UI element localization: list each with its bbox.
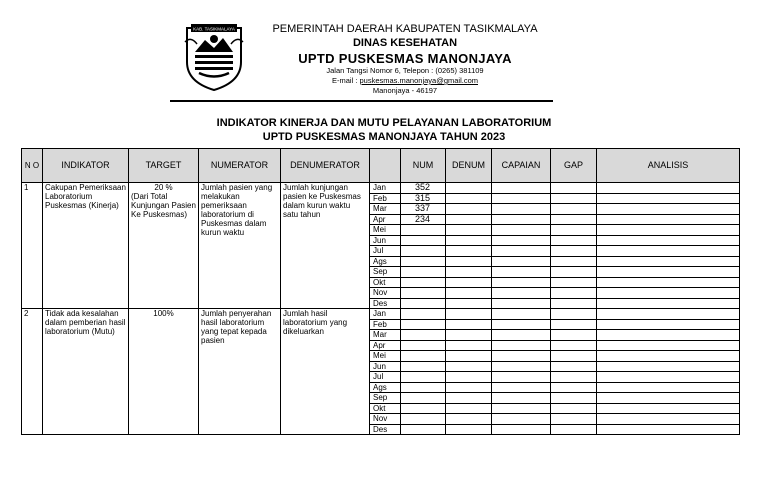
cell-analisis (597, 424, 740, 435)
cell-month: Des (370, 424, 401, 435)
cell-numerator: Jumlah penyerahan hasil laboratorium yang tepat kepada pasien (199, 309, 281, 435)
col-header-target: TARGET (129, 149, 199, 183)
kabupaten-tasikmalaya-logo (183, 22, 245, 92)
cell-gap (551, 288, 597, 299)
cell-num (401, 424, 446, 435)
cell-capaian (492, 372, 551, 383)
cell-month: Jul (370, 372, 401, 383)
target-note: (Dari Total Kunjungan Pasien Ke Puskesmas) (131, 192, 196, 219)
cell-month: Feb (370, 193, 401, 204)
cell-indikator: Tidak ada kesalahan dalam pemberian hasil laboratorium (Mutu) (43, 309, 129, 435)
table-row (22, 309, 740, 320)
cell-month: Sep (370, 267, 401, 278)
cell-denum (446, 361, 492, 372)
cell-gap (551, 193, 597, 204)
cell-gap (551, 340, 597, 351)
cell-gap (551, 235, 597, 246)
cell-denum (446, 267, 492, 278)
cell-analisis (597, 414, 740, 425)
cell-denum (446, 393, 492, 404)
cell-analisis (597, 235, 740, 246)
cell-denum (446, 183, 492, 194)
col-header-capaian: CAPAIAN (492, 149, 551, 183)
indicator-table (21, 148, 740, 435)
cell-capaian (492, 235, 551, 246)
cell-num (401, 225, 446, 236)
cell-gap (551, 382, 597, 393)
cell-num (401, 309, 446, 320)
cell-denum (446, 309, 492, 320)
header-department: DINAS KESEHATAN (352, 37, 458, 49)
cell-gap (551, 330, 597, 341)
cell-num (401, 414, 446, 425)
cell-month: Mar (370, 330, 401, 341)
cell-denum (446, 340, 492, 351)
cell-month: Des (370, 298, 401, 309)
cell-month: Mei (370, 351, 401, 362)
col-header-denum: DENUM (446, 149, 492, 183)
cell-analisis (597, 183, 740, 194)
cell-capaian (492, 393, 551, 404)
col-header-denumerator: DENUMERATOR (281, 149, 370, 183)
cell-denum (446, 319, 492, 330)
cell-capaian (492, 361, 551, 372)
cell-denum (446, 414, 492, 425)
cell-num (401, 256, 446, 267)
cell-analisis (597, 382, 740, 393)
cell-denum (446, 246, 492, 257)
cell-analisis (597, 267, 740, 278)
cell-gap (551, 361, 597, 372)
cell-gap (551, 256, 597, 267)
logo-text: KAB. TASIKMALAYA (193, 26, 235, 32)
col-header-no: N O (22, 149, 43, 183)
cell-capaian (492, 204, 551, 215)
cell-num: 315 (401, 193, 446, 204)
cell-numerator: Jumlah pasien yang melakukan pemeriksaan laboratorium di Puskesmas dalam kurun waktu (199, 183, 281, 309)
cell-month: Apr (370, 214, 401, 225)
cell-no: 2 (22, 309, 43, 435)
cell-month: Jun (370, 235, 401, 246)
cell-capaian (492, 183, 551, 194)
cell-capaian (492, 351, 551, 362)
cell-num (401, 288, 446, 299)
cell-month: Nov (370, 414, 401, 425)
cell-denum (446, 424, 492, 435)
cell-month: Mar (370, 204, 401, 215)
cell-month: Ags (370, 382, 401, 393)
cell-gap (551, 393, 597, 404)
cell-capaian (492, 214, 551, 225)
table-header-row (22, 149, 740, 183)
cell-denum (446, 256, 492, 267)
cell-month: Jun (370, 361, 401, 372)
cell-analisis (597, 330, 740, 341)
cell-analisis (597, 403, 740, 414)
header-divider (170, 100, 553, 102)
cell-capaian (492, 319, 551, 330)
document-title: INDIKATOR KINERJA DAN MUTU PELAYANAN LABORATORIUM (216, 117, 552, 129)
cell-capaian (492, 330, 551, 341)
cell-capaian (492, 298, 551, 309)
cell-analisis (597, 193, 740, 204)
header-email: E-mail : puskesmas.manonjaya@gmail.com (331, 76, 478, 85)
cell-gap (551, 403, 597, 414)
cell-analisis (597, 361, 740, 372)
cell-month: Mei (370, 225, 401, 236)
cell-denum (446, 277, 492, 288)
cell-num (401, 267, 446, 278)
cell-num (401, 298, 446, 309)
cell-denum (446, 214, 492, 225)
cell-capaian (492, 382, 551, 393)
cell-num (401, 340, 446, 351)
cell-capaian (492, 246, 551, 257)
cell-analisis (597, 214, 740, 225)
header-puskesmas: UPTD PUSKESMAS MANONJAYA (298, 51, 512, 66)
cell-num: 234 (401, 214, 446, 225)
cell-gap (551, 319, 597, 330)
cell-num (401, 319, 446, 330)
cell-num (401, 382, 446, 393)
cell-target (129, 309, 199, 435)
cell-month: Feb (370, 319, 401, 330)
cell-month: Jul (370, 246, 401, 257)
cell-denum (446, 382, 492, 393)
cell-analisis (597, 351, 740, 362)
cell-analisis (597, 393, 740, 404)
cell-num (401, 393, 446, 404)
cell-denumerator: Jumlah hasil laboratorium yang dikeluarkan (281, 309, 370, 435)
cell-analisis (597, 256, 740, 267)
cell-denum (446, 204, 492, 215)
cell-month: Apr (370, 340, 401, 351)
col-header-month (370, 149, 401, 183)
col-header-indikator: INDIKATOR (43, 149, 129, 183)
cell-capaian (492, 267, 551, 278)
cell-num (401, 277, 446, 288)
cell-analisis (597, 309, 740, 320)
cell-month: Ags (370, 256, 401, 267)
cell-denum (446, 298, 492, 309)
cell-gap (551, 277, 597, 288)
cell-capaian (492, 414, 551, 425)
header-city: Manonjaya - 46197 (372, 86, 438, 95)
cell-gap (551, 267, 597, 278)
cell-analisis (597, 288, 740, 299)
cell-gap (551, 309, 597, 320)
cell-month: Jan (370, 309, 401, 320)
cell-month: Jan (370, 183, 401, 194)
cell-denum (446, 403, 492, 414)
cell-num (401, 330, 446, 341)
cell-month: Sep (370, 393, 401, 404)
cell-gap (551, 414, 597, 425)
cell-analisis (597, 204, 740, 215)
cell-gap (551, 214, 597, 225)
target-value: 100% (153, 309, 174, 318)
cell-denum (446, 372, 492, 383)
target-value: 20 % (154, 183, 173, 192)
cell-month: Nov (370, 288, 401, 299)
cell-analisis (597, 225, 740, 236)
cell-analisis (597, 298, 740, 309)
cell-num (401, 246, 446, 257)
cell-num (401, 351, 446, 362)
cell-denumerator: Jumlah kunjungan pasien ke Puskesmas dalam kurun waktu satu tahun (281, 183, 370, 309)
cell-month: Okt (370, 403, 401, 414)
cell-num: 337 (401, 204, 446, 215)
cell-target (129, 183, 199, 309)
cell-gap (551, 351, 597, 362)
cell-denum (446, 288, 492, 299)
cell-denum (446, 235, 492, 246)
cell-capaian (492, 403, 551, 414)
cell-analisis (597, 340, 740, 351)
cell-analisis (597, 319, 740, 330)
cell-analisis (597, 246, 740, 257)
cell-gap (551, 298, 597, 309)
cell-capaian (492, 225, 551, 236)
cell-capaian (492, 288, 551, 299)
cell-gap (551, 225, 597, 236)
cell-analisis (597, 277, 740, 288)
col-header-num: NUM (401, 149, 446, 183)
cell-gap (551, 204, 597, 215)
cell-denum (446, 351, 492, 362)
cell-capaian (492, 424, 551, 435)
cell-no: 1 (22, 183, 43, 309)
cell-gap (551, 183, 597, 194)
cell-indikator: Cakupan Pemeriksaan Laboratorium Puskesmas (Kinerja) (43, 183, 129, 309)
col-header-numerator: NUMERATOR (199, 149, 281, 183)
header-address: Jalan Tangsi Nomor 6, Telepon : (0265) 381109 (326, 66, 484, 75)
header-government: PEMERINTAH DAERAH KABUPATEN TASIKMALAYA (272, 23, 538, 35)
cell-capaian (492, 309, 551, 320)
cell-denum (446, 225, 492, 236)
table-row (22, 183, 740, 194)
cell-denum (446, 330, 492, 341)
cell-denum (446, 193, 492, 204)
col-header-analisis: ANALISIS (597, 149, 740, 183)
cell-gap (551, 424, 597, 435)
cell-analisis (597, 372, 740, 383)
col-header-gap: GAP (551, 149, 597, 183)
cell-num (401, 403, 446, 414)
email-link[interactable]: puskesmas.manonjaya@gmail.com (359, 76, 478, 85)
cell-num: 352 (401, 183, 446, 194)
cell-capaian (492, 193, 551, 204)
cell-num (401, 235, 446, 246)
cell-month: Okt (370, 277, 401, 288)
cell-num (401, 361, 446, 372)
document-subtitle: UPTD PUSKESMAS MANONJAYA TAHUN 2023 (262, 131, 506, 143)
cell-capaian (492, 277, 551, 288)
cell-capaian (492, 340, 551, 351)
cell-gap (551, 372, 597, 383)
cell-capaian (492, 256, 551, 267)
cell-num (401, 372, 446, 383)
cell-gap (551, 246, 597, 257)
